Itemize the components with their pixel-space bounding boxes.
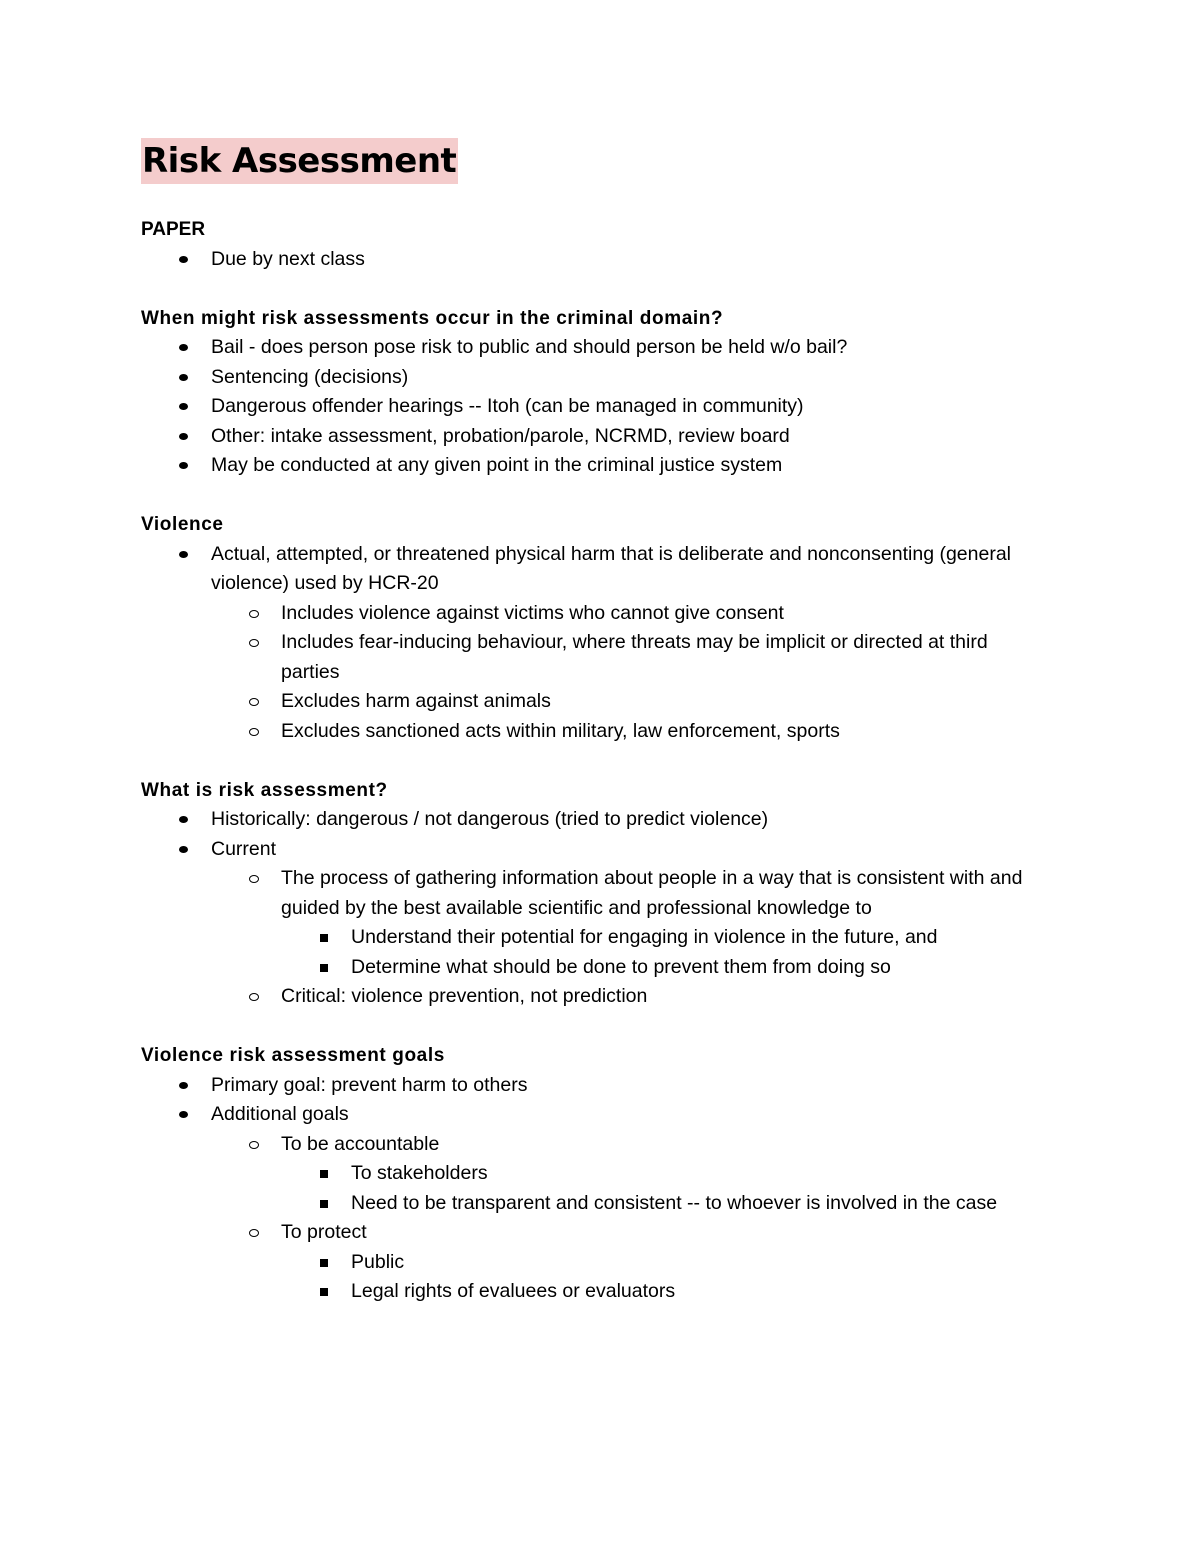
bullet-circle-icon <box>249 628 269 658</box>
bullet-list <box>141 805 1041 1012</box>
bullet-square-icon <box>319 1248 339 1278</box>
sub-sub-list-item: Public <box>281 1248 1041 1278</box>
sub-list-item: The process of gathering information about people in a way that is consistent with and guided by the best available scientific and professional knowledge to Understand their potential for engaging in violence in the future, and Determine what should be done to prevent them from doing so <box>211 864 1041 982</box>
bullet-circle-icon <box>249 1130 269 1160</box>
bullet-list <box>141 333 1041 481</box>
section-heading-when: When might risk assessments occur in the criminal domain? <box>141 307 724 329</box>
sub-list-item: To protect Public Legal rights of evaluees or evaluators <box>211 1218 1041 1307</box>
section-heading-paper: PAPER <box>141 219 206 240</box>
document-page <box>141 138 1041 1307</box>
bullet-disc-icon <box>179 805 199 835</box>
page-title: Risk Assessment <box>141 138 458 184</box>
section-violence <box>141 510 1041 746</box>
section-heading-what: What is risk assessment? <box>141 779 388 801</box>
bullet-square-icon <box>319 953 339 983</box>
sub-sub-bullet-list <box>281 1248 1041 1307</box>
sub-bullet-list <box>211 599 1041 747</box>
bullet-list <box>141 1071 1041 1307</box>
bullet-list <box>141 245 1041 275</box>
list-item: Actual, attempted, or threatened physical harm that is deliberate and nonconsenting (general violence) used by HCR-20 Includes violence against victims who cannot give consent Includes fear-inducing behaviour, where threats may be implicit or directed at third parties Excludes harm against animals Excludes sanctioned acts within military, law enforcement, sports <box>141 540 1041 747</box>
bullet-disc-icon <box>179 1100 199 1130</box>
bullet-square-icon <box>319 1159 339 1189</box>
bullet-square-icon <box>319 1277 339 1307</box>
bullet-list <box>141 540 1041 747</box>
sub-sub-bullet-list <box>281 923 1041 982</box>
sub-bullet-list <box>211 1130 1041 1307</box>
sub-list-item: To be accountable To stakeholders Need to be transparent and consistent -- to whoever is involved in the case <box>211 1130 1041 1219</box>
sub-list-item: Includes violence against victims who cannot give consent <box>211 599 1041 629</box>
sub-list-item: Includes fear-inducing behaviour, where threats may be implicit or directed at third parties <box>211 628 1041 687</box>
list-item: Primary goal: prevent harm to others <box>141 1071 1041 1101</box>
spacer <box>141 1012 1041 1042</box>
bullet-square-icon <box>319 1189 339 1219</box>
list-item: Historically: dangerous / not dangerous (tried to predict violence) <box>141 805 1041 835</box>
bullet-disc-icon <box>179 333 199 363</box>
bullet-disc-icon <box>179 392 199 422</box>
section-goals <box>141 1041 1041 1307</box>
bullet-disc-icon <box>179 363 199 393</box>
list-item: Current The process of gathering information about people in a way that is consistent with and guided by the best available scientific and professional knowledge to Understand their potential for engaging in violence in the future, and Determine what should be done to prevent them from doing so Critical: violence prevention, not prediction <box>141 835 1041 1012</box>
bullet-circle-icon <box>249 687 269 717</box>
sub-sub-list-item: Determine what should be done to prevent them from doing so <box>281 953 1041 983</box>
bullet-disc-icon <box>179 1071 199 1101</box>
section-paper <box>141 215 1041 274</box>
spacer <box>141 184 1041 197</box>
list-item: Other: intake assessment, probation/parole, NCRMD, review board <box>141 422 1041 452</box>
sub-sub-list-item: Legal rights of evaluees or evaluators <box>281 1277 1041 1307</box>
list-item: Dangerous offender hearings -- Itoh (can be managed in community) <box>141 392 1041 422</box>
bullet-circle-icon <box>249 599 269 629</box>
bullet-disc-icon <box>179 451 199 481</box>
sub-list-item: Critical: violence prevention, not prediction <box>211 982 1041 1012</box>
sub-list-item: Excludes harm against animals <box>211 687 1041 717</box>
list-item: Due by next class <box>141 245 1041 275</box>
sub-sub-bullet-list <box>281 1159 1041 1218</box>
list-item: May be conducted at any given point in the criminal justice system <box>141 451 1041 481</box>
bullet-circle-icon <box>249 864 269 894</box>
section-heading-goals: Violence risk assessment goals <box>141 1045 445 1066</box>
sub-list-item: Excludes sanctioned acts within military, law enforcement, sports <box>211 717 1041 747</box>
bullet-disc-icon <box>179 422 199 452</box>
spacer <box>141 274 1041 304</box>
spacer <box>141 481 1041 511</box>
spacer <box>141 746 1041 776</box>
bullet-circle-icon <box>249 982 269 1012</box>
bullet-disc-icon <box>179 835 199 865</box>
bullet-disc-icon <box>179 245 199 275</box>
bullet-disc-icon <box>179 540 199 570</box>
bullet-square-icon <box>319 923 339 953</box>
sub-sub-list-item: Need to be transparent and consistent -- to whoever is involved in the case <box>281 1189 1041 1219</box>
bullet-circle-icon <box>249 1218 269 1248</box>
sub-sub-list-item: Understand their potential for engaging in violence in the future, and <box>281 923 1041 953</box>
list-item: Sentencing (decisions) <box>141 363 1041 393</box>
sub-sub-list-item: To stakeholders <box>281 1159 1041 1189</box>
section-heading-violence: Violence <box>141 514 224 535</box>
section-what <box>141 776 1041 1012</box>
list-item: Additional goals To be accountable To stakeholders Need to be transparent and consistent -- to whoever is involved in the case To protect Public Legal rights of evaluees or evaluators <box>141 1100 1041 1307</box>
section-when <box>141 304 1041 481</box>
list-item: Bail - does person pose risk to public and should person be held w/o bail? <box>141 333 1041 363</box>
sub-bullet-list <box>211 864 1041 1012</box>
bullet-circle-icon <box>249 717 269 747</box>
